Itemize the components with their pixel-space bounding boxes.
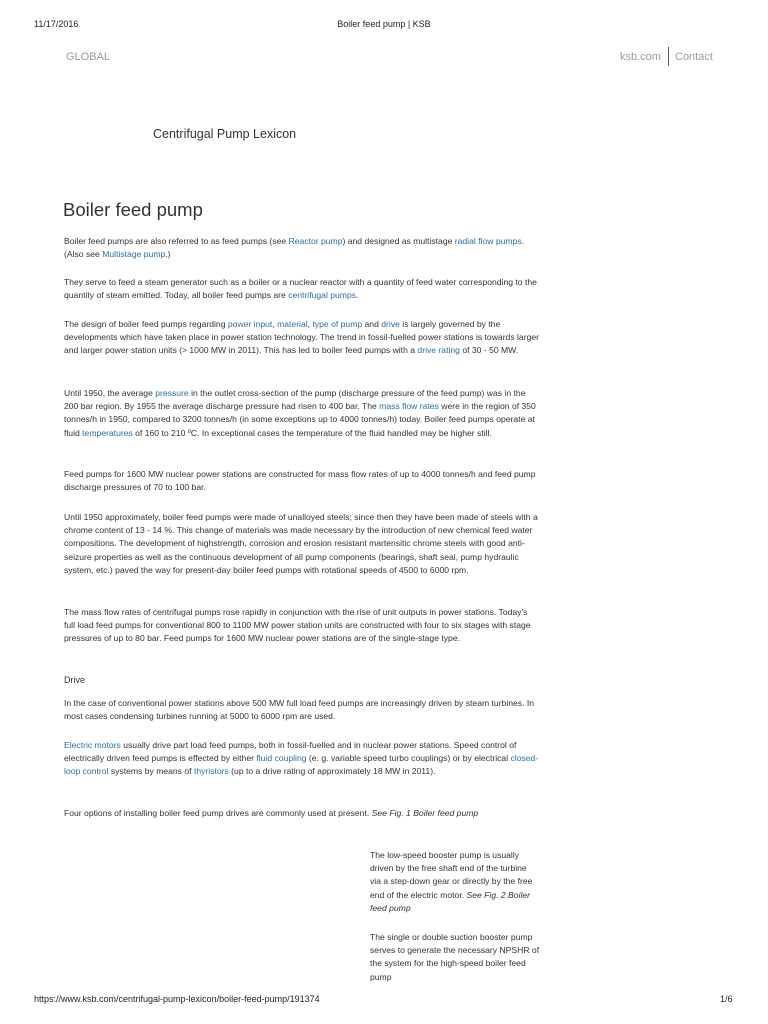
drive-heading: Drive bbox=[64, 675, 86, 685]
power-input-link[interactable]: power input bbox=[227, 319, 273, 329]
type-of-pump-link[interactable]: type of pump bbox=[312, 319, 363, 329]
paragraph-steam-turbines: In the case of conventional power stations above 500 MW full load feed pumps are increasingly driven by steam turbines. In most cases condensing turbines running at 5000 to 6000 rpm are used. bbox=[64, 698, 535, 722]
paragraph-intro: Boiler feed pumps are also referred to as feed pumps (see Reactor pump) and designed as multistage radial flow pumps. (Also see Multistage pump.) bbox=[64, 236, 525, 260]
print-url: https://www.ksb.com/centrifugal-pump-lexicon/boiler-feed-pump/191374 bbox=[34, 994, 320, 1004]
paragraph-nuclear: Feed pumps for 1600 MW nuclear power stations are constructed for mass flow rates of up to 4000 tonnes/h and feed pump discharge pressures of 70 to 100 bar. bbox=[64, 469, 536, 493]
lexicon-title: Centrifugal Pump Lexicon bbox=[153, 127, 297, 141]
page-title: Boiler feed pump bbox=[63, 199, 203, 220]
nav-contact-link[interactable]: Contact bbox=[675, 51, 713, 63]
drive-rating-link[interactable]: drive rating bbox=[417, 345, 460, 356]
print-date: 11/17/2016 bbox=[34, 19, 79, 29]
radial-flow-pumps-link[interactable]: radial flow pumps bbox=[454, 236, 522, 246]
paragraph-purpose: They serve to feed a steam generator such as a boiler or a nuclear reactor with a quantity of feed water corresponding to the quantity of steam emitted. Today, all boiler feed pumps are centrifugal pumps. bbox=[64, 277, 537, 301]
paragraph-electric-motors: Electric motors usually drive part load feed pumps, both in fossil-fuelled and in nuclear power stations. Speed control of electrically driven feed pumps is effected by either fluid coupling (e. g. variable speed turbo couplings) or by electrical closed-loop control systems by means of thyristors (up to a drive rating of approximately 18 MW in 2011). bbox=[64, 740, 539, 777]
paragraph-history: Until 1950, the average pressure in the outlet cross-section of the pump (discharge pressure of the feed pump) was in the 200 bar region. By 1955 the average discharge pressure had risen to 400 bar. The mass flow rates were in the region of 350 tonnes/h in 1950, compared to 3200 tonnes/h (in some exceptions up to 4000 tonnes/h) today. Boiler feed pumps operate at fluid temperatures of 160 to 210 ºC. In exceptional cases the temperature of the fluid handled may be higher still. bbox=[64, 388, 536, 438]
side-paragraph-booster: The low-speed booster pump is usually driven by the free shaft end of the turbine via a step-down gear or directly by the free end of the electric motor. See Fig. 2 Boiler feed pump bbox=[370, 850, 533, 913]
print-page-number: 1/6 bbox=[720, 994, 733, 1004]
mass-flow-rates-link[interactable]: mass flow rates bbox=[379, 401, 439, 412]
print-title: Boiler feed pump | KSB bbox=[337, 19, 431, 29]
fluid-coupling-link[interactable]: fluid coupling bbox=[256, 753, 307, 764]
paragraph-drive-options: Four options of installing boiler feed pump drives are commonly used at present. See Fig. 1 Boiler feed pump bbox=[64, 808, 479, 818]
centrifugal-pumps-link[interactable]: centrifugal pumps bbox=[288, 290, 357, 301]
temperatures-link[interactable]: temperatures bbox=[82, 427, 133, 438]
material-link[interactable]: material bbox=[277, 319, 308, 329]
reactor-pump-link[interactable]: Reactor pump bbox=[288, 236, 343, 246]
fig2-reference: See Fig. 2 Boiler feed pump bbox=[370, 889, 531, 913]
fig1-reference: See Fig. 1 Boiler feed pump bbox=[371, 808, 479, 818]
pressure-link[interactable]: pressure bbox=[155, 388, 189, 398]
nav-divider bbox=[668, 47, 669, 66]
thyristors-link[interactable]: thyristors bbox=[193, 766, 229, 777]
side-paragraph-npshr: The single or double suction booster pump serves to generate the necessary NPSHR of the system for the high-speed boiler feed pump bbox=[370, 932, 540, 982]
paragraph-design: The design of boiler feed pumps regarding power input, material, type of pump and drive is largely governed by the developments which have taken place in power station technology. The trend in fossil-fuelled power stations is towards larger and larger power station units (> 1000 MW in 2011). This has led to boiler feed pumps with a drive rating of 30 - 50 MW. bbox=[64, 319, 539, 356]
nav-ksb-link[interactable]: ksb.com bbox=[620, 51, 661, 63]
nav-global-link[interactable]: GLOBAL bbox=[66, 51, 111, 63]
electric-motors-link[interactable]: Electric motors bbox=[64, 740, 121, 750]
drive-link[interactable]: drive bbox=[381, 319, 400, 329]
paragraph-mass-flow: The mass flow rates of centrifugal pumps rose rapidly in conjunction with the rise of unit outputs in power stations. Today's full load feed pumps for conventional 800 to 1100 MW power station units are constructed with four to six stages with stage pressures of up to 80 bar. Feed pumps for 1600 MW nuclear power stations are of the single-stage type. bbox=[64, 607, 531, 644]
multistage-pump-link[interactable]: Multistage pump bbox=[102, 249, 166, 260]
paragraph-materials: Until 1950 approximately, boiler feed pumps were made of unalloyed steels; since then they have been made of steels with a chrome content of 13 - 14 %. This change of materials was made necessary by the introduction of new chemical feed water compositions. The development of highstrength, corrosion and erosion resistant martensitic chrome steels with good anti-seizure properties as well as the continuous development of all pump components (bearings, shaft seal, pump hydraulic system, etc.) paved the way for present-day boiler feed pumps with rotational speeds of 4500 to 6000 rpm. bbox=[64, 512, 538, 575]
closed-loop-control-link[interactable]: closed-loop control bbox=[64, 753, 539, 777]
